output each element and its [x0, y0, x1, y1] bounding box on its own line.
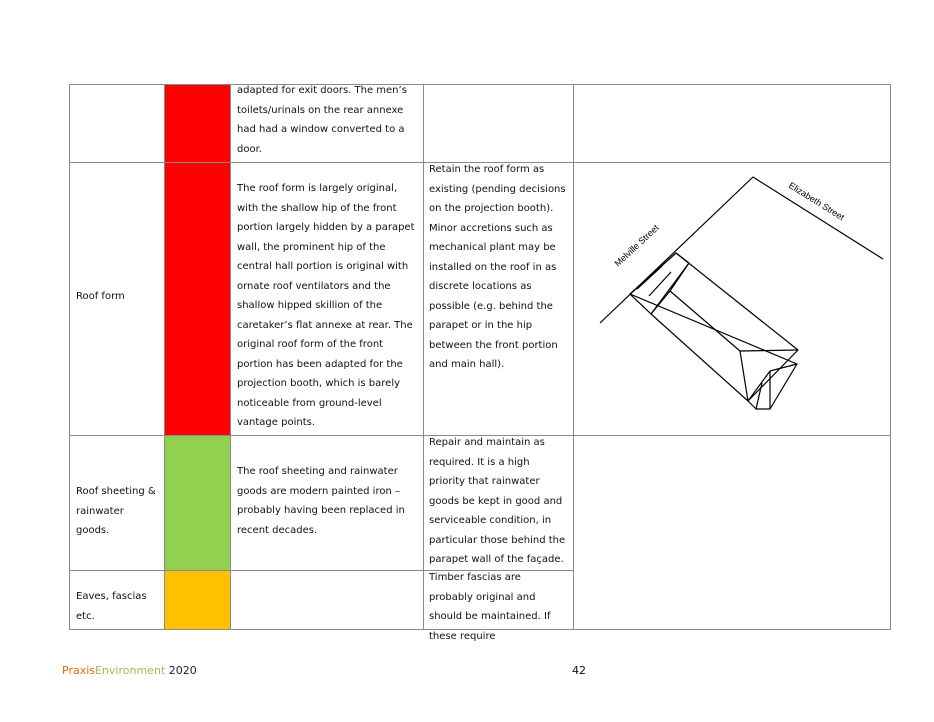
footer-brand	[62, 664, 197, 677]
brand-praxis: Praxis	[62, 664, 95, 677]
building-outline	[630, 253, 798, 409]
row-3-policy: Repair and maintain as required. It is a high priority that rainwater goods be kept in good and serviceable condition, in particular those behind the parapet wall of the façade.	[429, 437, 566, 565]
row-2-policy: Retain the roof form as existing (pending decisions on the projection booth). Minor accretions such as mechanical plant may be installed on the roof in as discrete locations as possible (e.g. behind the parapet or in the hip between the front portion and main hall).	[429, 164, 566, 370]
row-4-description-cell	[230, 570, 424, 630]
street-label-elizabeth: Elizabeth Street	[786, 180, 847, 223]
heritage-table	[69, 84, 891, 642]
roof-plan-diagram	[574, 163, 890, 435]
row-1-label-cell	[69, 84, 165, 163]
row-3-policy-cell	[423, 435, 574, 571]
row-4-label-cell	[69, 570, 165, 630]
row-2-rating-swatch	[164, 162, 231, 436]
row-1-description-cell	[230, 84, 424, 163]
row-4-policy-cell	[423, 570, 574, 642]
footer-year: 2020	[168, 664, 197, 677]
row-3-label-cell	[69, 435, 165, 571]
row-4-label: Eaves, fascias etc.	[76, 591, 147, 622]
page-number: 42	[572, 664, 586, 677]
row-2-description-cell	[230, 162, 424, 436]
row-2-policy-cell	[423, 162, 574, 436]
row-1-description: adapted for exit doors. The men’s toilets/urinals on the rear annexe had had a window converted to a door.	[237, 85, 407, 155]
street-label-melville: Melville Street	[612, 222, 661, 269]
row-2-label-cell	[69, 162, 165, 436]
row-4-rating-swatch	[164, 570, 231, 630]
row-3-label: Roof sheeting & rainwater goods.	[76, 486, 156, 536]
row-3-description-cell	[230, 435, 424, 571]
row-3-rating-swatch	[164, 435, 231, 571]
row-3-4-image-cell	[573, 435, 891, 630]
row-4-policy: Timber fascias are probably original and should be maintained. If these require	[429, 572, 551, 642]
brand-environment: Environment	[95, 664, 166, 677]
street-boundary-lines	[600, 177, 883, 323]
row-1-rating-swatch	[164, 84, 231, 163]
row-2-label: Roof form	[76, 291, 125, 302]
row-2-image-cell	[573, 162, 891, 436]
row-3-description: The roof sheeting and rainwater goods are modern painted iron – probably having been replaced in recent decades.	[237, 466, 405, 536]
row-2-description: The roof form is largely original, with the shallow hip of the front portion largely hidden by a parapet wall, the prominent hip of the central hall portion is original with ornate roof ventilators and the shallow hipped skillion of the caretaker’s flat annexe at rear. The original roof form of the front portion has been adapted for the projection booth, which is barely noticeable from ground-level vantage points.	[237, 183, 415, 428]
row-1-image-cell	[573, 84, 891, 163]
row-1-policy-cell	[423, 84, 574, 163]
